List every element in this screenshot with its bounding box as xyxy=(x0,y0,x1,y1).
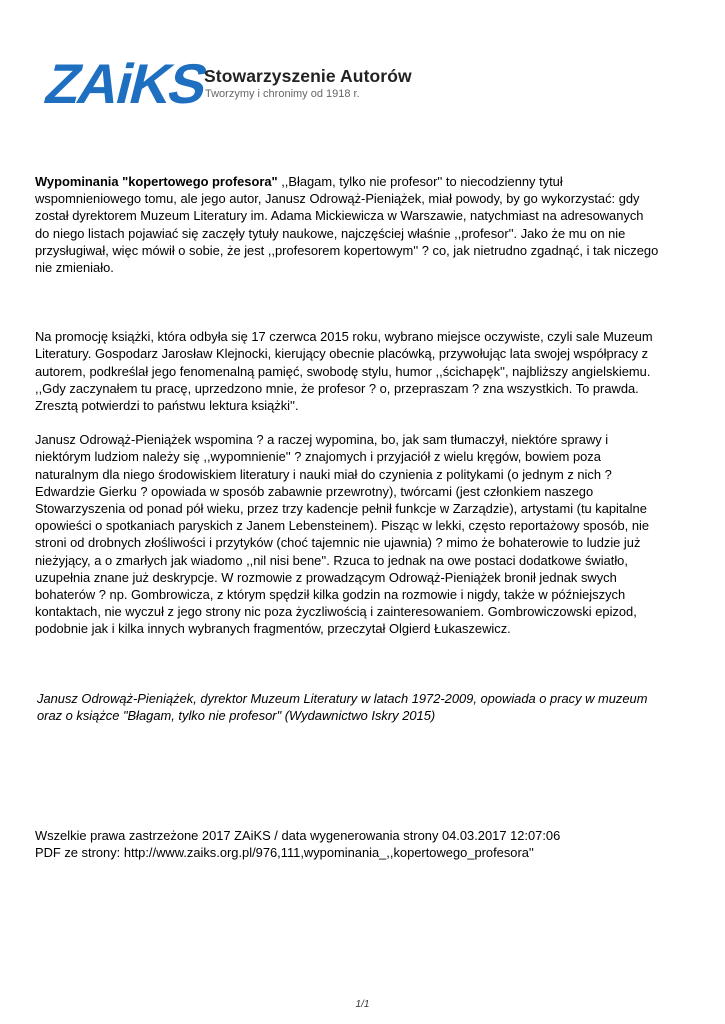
article-paragraph-2: Na promocję książki, która odbyła się 17 czerwca 2015 roku, wybrano miejsce oczywiste, czyli sale Muzeum Literatury. Gospodarz Jarosław Klejnocki, kierujący obecnie placówką, przywołując lata swojej współpracy z autorem, podkreślał jego fenomenalną pamięć, swobodę stylu, humor ,,ścichapęk'', najbliższy angielskiemu. ,,Gdy zaczynałem tu pracę, uprzedzono mnie, że profesor ? o, przepraszam ? zna wszystkich. To prawda. Zresztą potwierdzi to państwu lektura książki''. xyxy=(35,329,653,414)
org-name: Stowarzyszenie Autorów xyxy=(204,66,412,86)
article-paragraph-1-text: ,,Błagam, tylko nie profesor'' to niecodzienny tytuł wspomnieniowego tomu, ale jego autor, Janusz Odrowąż-Pieniążek, miał powody, by go wykorzystać: gdy został dyrektorem Muzeum Literatury im. Adama Mickiewicza w Warszawie, natychmiast na adresowanych do niego listach pojawiać się zaczęły tytuły naukowe, najczęściej właśnie ,,profesor''. Jako że mu on nie przysługiwał, więc mówił o sobie, że jest ,,profesorem kopertowym'' ? co, jak nietrudno zgadnąć, i tak niczego nie zmieniało. xyxy=(35,174,659,276)
copyright-line: Wszelkie prawa zastrzeżone 2017 ZAiKS / data wygenerowania strony 04.03.2017 12:07:06 xyxy=(35,828,561,843)
article-paragraph-1 xyxy=(35,173,690,276)
article xyxy=(35,173,690,724)
footer xyxy=(35,827,695,861)
zaiks-logo xyxy=(38,53,213,116)
svg-text:ZAiKS: ZAiKS xyxy=(39,53,213,116)
page-number: 1/1 xyxy=(355,999,370,1010)
pdf-source-line: PDF ze strony: http://www.zaiks.org.pl/976,111,wypominania_,,kopertowego_profesora'' xyxy=(35,845,534,861)
org-tagline: Tworzymy i chronimy od 1918 r. xyxy=(205,88,360,100)
header xyxy=(38,53,458,116)
article-title: Wypominania "kopertowego profesora" xyxy=(35,174,278,189)
article-paragraph-3: Janusz Odrowąż-Pieniążek wspomina ? a raczej wypomina, bo, jak sam tłumaczył, niektóre sprawy i niektórym ludziom należy się ,,wypomnienie'' ? znajomych i przyjaciół z wielu kręgów, bowiem poza naturalnym dla niego środowiskiem literatury i nauki miał do czynienia z politykami (o jednym z nich ? Edwardzie Gierku ? opowiada w sposób zabawnie przewrotny), twórcami (jest członkiem naszego Stowarzyszenia od ponad pół wieku, przez trzy kadencje pełnił funkcje w Zarządzie), artystami (tu kapitalne opowieści o spotkaniach paryskich z Janem Lebensteinem). Pisząc w lekki, często reportażowy sposób, nie stroni od drobnych złośliwości i przytyków (choć tajemnic nie ujawnia) ? mimo że bohaterowie to ludzie już nieżyjący, a o zmarłych jak wiadomo ,,nil nisi bene''. Rzuca to jednak na owe postaci dodatkowe światło, uzupełnia znane już deskrypcje. W rozmowie z prowadzącym Odrowąż-Pieniążek bronił jednak swych bohaterów ? np. Gombrowicza, z którym spędził kilka godzin na rozmowie i nigdy, także w późniejszych kontaktach, nie wyczuł z jego strony nic poza życzliwością i zainteresowaniem. Gombrowiczowski epizod, podobnie jak i kilka innych wybranych fragmentów, przeczytał Olgierd Łukaszewicz. xyxy=(35,432,650,637)
video-caption: Janusz Odrowąż-Pieniążek, dyrektor Muzeum Literatury w latach 1972-2009, opowiada o pracy w muzeum oraz o książce "Błagam, tylko nie profesor" (Wydawnictwo Iskry 2015) xyxy=(37,690,648,723)
